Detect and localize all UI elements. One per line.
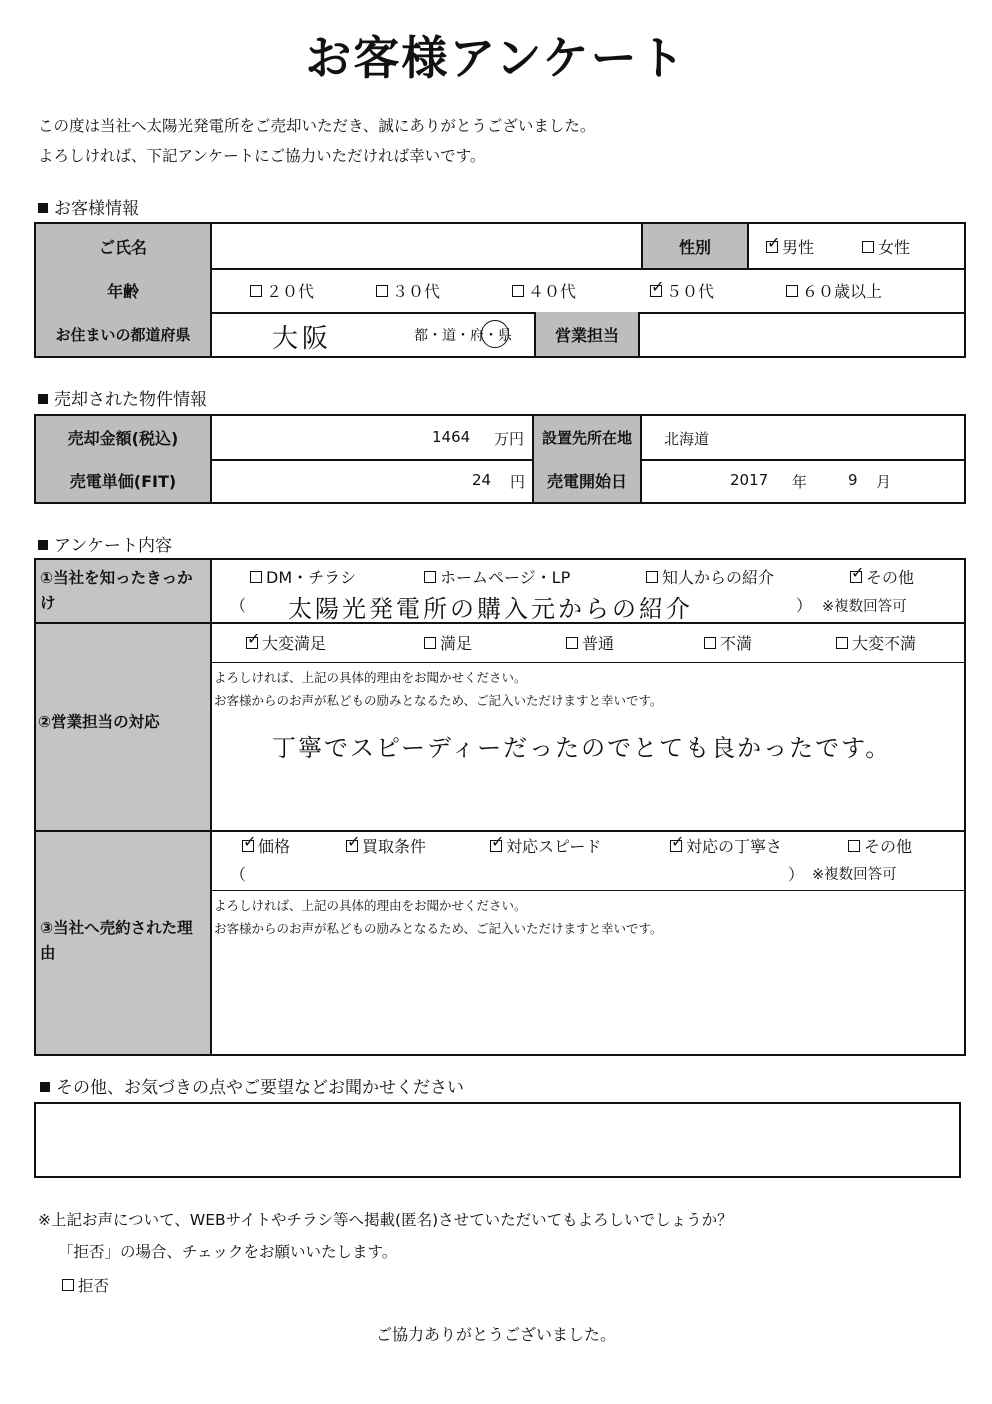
q3-prompt-1: よろしければ、上記の具体的理由をお聞かせください。	[214, 898, 527, 913]
q2-option-neutral[interactable]: 普通	[566, 631, 614, 654]
section-other-comments: その他、お気づきの点やご要望などお聞かせください	[40, 1073, 464, 1098]
consent-question: ※上記お声について、WEBサイトやチラシ等へ掲載(匿名)させていただいてもよろしいでしょうか？	[38, 1211, 733, 1229]
q3-option-terms[interactable]: ✓ 買取条件	[346, 834, 426, 857]
property-info-table	[34, 414, 966, 504]
prefecture-label: お住まいの都道府県	[36, 312, 212, 356]
location-value: 北海道	[664, 430, 710, 448]
gender-option-female[interactable]: 女性	[862, 235, 910, 258]
q3-close-paren: ）	[788, 865, 805, 884]
survey-table	[34, 558, 966, 1056]
section-customer-info: お客様情報	[38, 194, 139, 219]
q2-prompt-2: お客様からのお声が私どもの励みとなるため、ご記入いただけますと幸いです。	[214, 693, 663, 708]
price-value: 1464	[432, 428, 471, 446]
age-option-50s[interactable]: ✓ ５０代	[650, 279, 714, 302]
q3-answer[interactable]	[214, 940, 954, 1040]
q3-multi-note: ※複数回答可	[812, 867, 897, 883]
intro-line-2: よろしければ、下記アンケートにご協力いただければ幸いです。	[38, 147, 486, 165]
q1-label: ①当社を知ったきっかけ	[40, 569, 193, 612]
staff-field[interactable]	[642, 314, 962, 354]
q1-option-dm[interactable]: DM・チラシ	[250, 565, 356, 588]
q2-option-satisfied[interactable]: 満足	[424, 631, 472, 654]
refuse-checkbox[interactable]: 拒否	[62, 1274, 109, 1296]
q2-option-very-dissatisfied[interactable]: 大変不満	[836, 631, 916, 654]
intro-line-1: この度は当社へ太陽光発電所をご売却いただき、誠にありがとうございました。	[38, 117, 596, 135]
fit-value: 24	[472, 471, 492, 489]
year-unit: 年	[792, 473, 808, 491]
start-label: 売電開始日	[534, 459, 642, 502]
closing-message: ご協力ありがとうございました。	[375, 1325, 616, 1344]
page-title: お客様アンケート	[305, 31, 687, 85]
location-label: 設置先所在地	[534, 416, 642, 459]
q2-label: ②営業担当の対応	[38, 713, 160, 731]
prefecture-selected-circle	[481, 320, 509, 348]
q1-multi-note: ※複数回答可	[822, 599, 907, 615]
age-option-30s[interactable]: ３０代	[376, 279, 440, 302]
q1-other-text[interactable]: 太陽光発電所の購入元からの紹介	[288, 595, 693, 623]
q3-prompt-2: お客様からのお声が私どもの励みとなるため、ご記入いただけますと幸いです。	[214, 921, 663, 936]
q2-option-dissatisfied[interactable]: 不満	[704, 631, 752, 654]
q2-answer[interactable]: 丁寧でスピーディーだったのでとても良かったです。	[272, 734, 892, 762]
age-option-60plus[interactable]: ６０歳以上	[786, 279, 882, 302]
fit-label: 売電単価(FIT)	[36, 459, 212, 502]
other-comments-box[interactable]	[34, 1102, 961, 1178]
start-year: 2017	[730, 471, 769, 489]
price-label: 売却金額(税込)	[36, 416, 212, 459]
q2-prompt-1: よろしければ、上記の具体的理由をお聞かせください。	[214, 670, 527, 685]
survey-label-column	[36, 560, 210, 1054]
age-option-40s[interactable]: ４０代	[512, 279, 576, 302]
q3-option-speed[interactable]: ✓ 対応スピード	[490, 834, 601, 857]
q3-option-other[interactable]: その他	[848, 834, 912, 857]
q1-option-referral[interactable]: 知人からの紹介	[646, 565, 774, 588]
month-unit: 月	[876, 473, 892, 491]
checkbox-female	[862, 241, 874, 253]
staff-label: 営業担当	[536, 312, 640, 356]
q3-option-courtesy[interactable]: ✓ 対応の丁寧さ	[670, 834, 782, 857]
q3-open-paren: （	[230, 865, 247, 884]
name-label: ご氏名	[36, 224, 212, 268]
name-field[interactable]	[214, 226, 640, 266]
q1-open-paren: （	[230, 596, 247, 615]
gender-label: 性別	[643, 224, 749, 268]
q3-other-field[interactable]	[266, 858, 786, 884]
age-option-20s[interactable]: ２０代	[250, 279, 314, 302]
q1-close-paren: ）	[796, 596, 813, 615]
consent-instruction: 「拒否」の場合、チェックをお願いいたします。	[58, 1243, 398, 1261]
fit-unit: 円	[510, 473, 526, 491]
customer-info-table	[34, 222, 966, 358]
q1-option-other[interactable]: ✓ その他	[850, 565, 914, 588]
start-month: 9	[848, 471, 858, 489]
refuse-checkbox-box	[62, 1279, 74, 1291]
age-label: 年齢	[36, 268, 212, 312]
q3-option-price[interactable]: ✓価格	[242, 834, 290, 857]
q3-label: ③当社へ売約された理由	[40, 919, 193, 962]
prefecture-suffix: 都・道・府・県	[414, 328, 512, 344]
gender-option-male[interactable]: ✓ 男性	[766, 235, 814, 258]
prefecture-value[interactable]: 大阪	[272, 324, 333, 354]
section-survey: アンケート内容	[38, 531, 172, 556]
q2-option-very-satisfied[interactable]: ✓大変満足	[246, 631, 326, 654]
q1-option-homepage[interactable]: ホームページ・LP	[424, 565, 570, 588]
price-unit: 万円	[494, 430, 525, 448]
checkbox-male	[766, 241, 778, 253]
section-property-info: 売却された物件情報	[38, 385, 207, 410]
